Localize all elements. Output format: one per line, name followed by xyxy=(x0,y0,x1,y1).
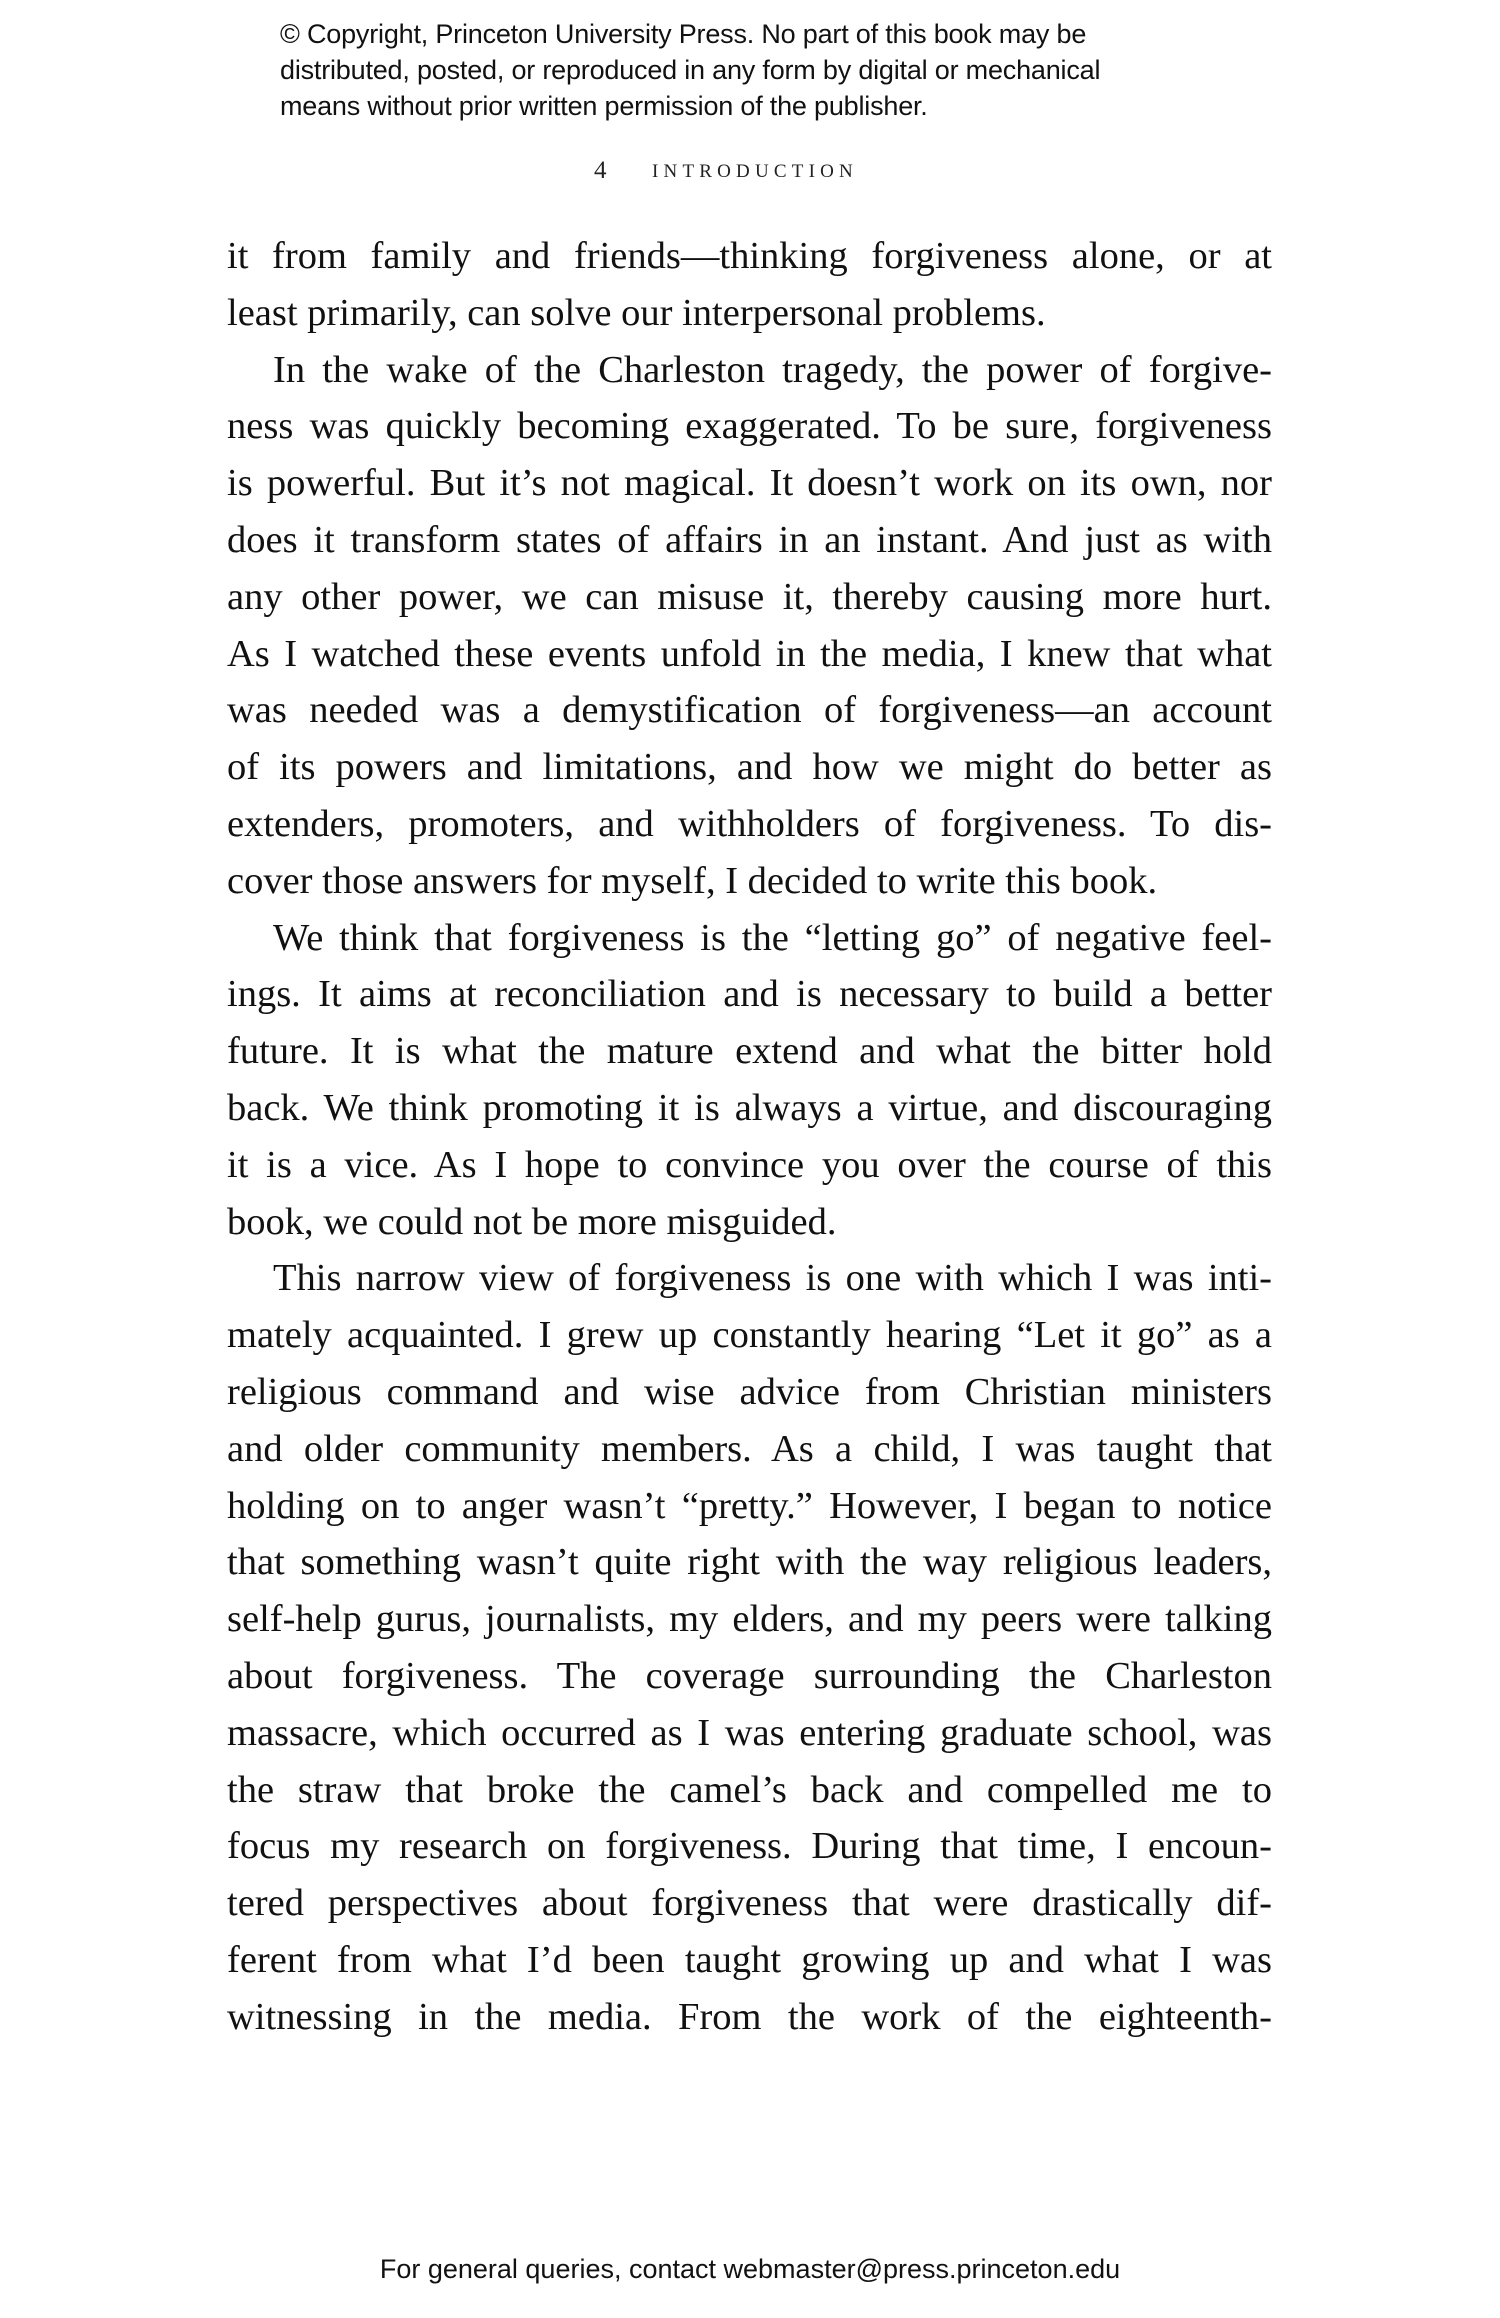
body-line: ferent from what I’d been taught growing up and what I was xyxy=(227,1938,1272,1981)
body-line: book, we could not be more misguided. xyxy=(227,1200,837,1243)
copyright-notice xyxy=(280,16,1240,124)
body-line: ings. It aims at reconciliation and is necessary to build a better xyxy=(227,973,1272,1016)
body-line: it from family and friends—thinking forgiveness alone, or at xyxy=(227,235,1272,277)
body-text xyxy=(227,228,1272,2046)
body-line: massacre, which occurred as I was entering graduate school, was xyxy=(227,1711,1272,1754)
footer-contact: For general queries, contact webmaster@press.princeton.edu xyxy=(379,2254,1121,2284)
body-line: any other power, we can misuse it, thereby causing more hurt. xyxy=(227,575,1272,618)
body-line: it is a vice. As I hope to convince you over the course of this xyxy=(227,1143,1272,1186)
body-line: of its powers and limitations, and how we might do better as xyxy=(227,746,1272,789)
body-line: least primarily, can solve our interpersonal problems. xyxy=(227,291,1046,334)
body-line: This narrow view of forgiveness is one with which I was inti- xyxy=(273,1257,1272,1300)
copyright-line: means without prior written permission of the publisher. xyxy=(280,91,928,121)
body-line: cover those answers for myself, I decided to write this book. xyxy=(227,859,1158,902)
body-line: witnessing in the media. From the work of the eighteenth- xyxy=(227,1995,1272,2038)
body-line: is powerful. But it’s not magical. It doesn’t work on its own, nor xyxy=(227,462,1272,505)
body-line: ness was quickly becoming exaggerated. To be sure, forgiveness xyxy=(227,405,1272,448)
body-line: that something wasn’t quite right with the way religious leaders, xyxy=(227,1541,1272,1584)
body-line: holding on to anger wasn’t “pretty.” However, I began to notice xyxy=(227,1484,1272,1527)
section-title: INTRODUCTION xyxy=(652,161,858,182)
body-line: extenders, promoters, and withholders of forgiveness. To dis- xyxy=(227,802,1272,845)
body-line: does it transform states of affairs in an instant. And just as with xyxy=(227,518,1272,561)
copyright-line: distributed, posted, or reproduced in any form by digital or mechanical xyxy=(280,55,1101,85)
running-head xyxy=(0,156,1500,186)
body-line: back. We think promoting it is always a virtue, and discouraging xyxy=(227,1086,1272,1129)
body-line: tered perspectives about forgiveness that were drastically dif- xyxy=(227,1882,1272,1925)
body-line: We think that forgiveness is the “letting go” of negative feel- xyxy=(273,916,1272,959)
body-line: the straw that broke the camel’s back and compelled me to xyxy=(227,1768,1272,1811)
body-line: As I watched these events unfold in the media, I knew that what xyxy=(227,632,1272,675)
copyright-line: © Copyright, Princeton University Press. No part of this book may be xyxy=(280,19,1087,49)
body-line: and older community members. As a child, I was taught that xyxy=(227,1427,1272,1470)
body-line: focus my research on forgiveness. During that time, I encoun- xyxy=(227,1825,1272,1868)
body-line: mately acquainted. I grew up constantly hearing “Let it go” as a xyxy=(227,1314,1272,1357)
body-line: self-help gurus, journalists, my elders, and my peers were talking xyxy=(227,1598,1272,1641)
body-line: religious command and wise advice from Christian ministers xyxy=(227,1370,1272,1413)
body-line: was needed was a demystification of forgiveness—an account xyxy=(227,689,1272,732)
body-line: about forgiveness. The coverage surrounding the Charleston xyxy=(227,1654,1272,1697)
body-line: future. It is what the mature extend and what the bitter hold xyxy=(227,1030,1272,1073)
page-number: 4 xyxy=(594,157,607,184)
body-line: In the wake of the Charleston tragedy, the power of forgive- xyxy=(273,348,1272,391)
